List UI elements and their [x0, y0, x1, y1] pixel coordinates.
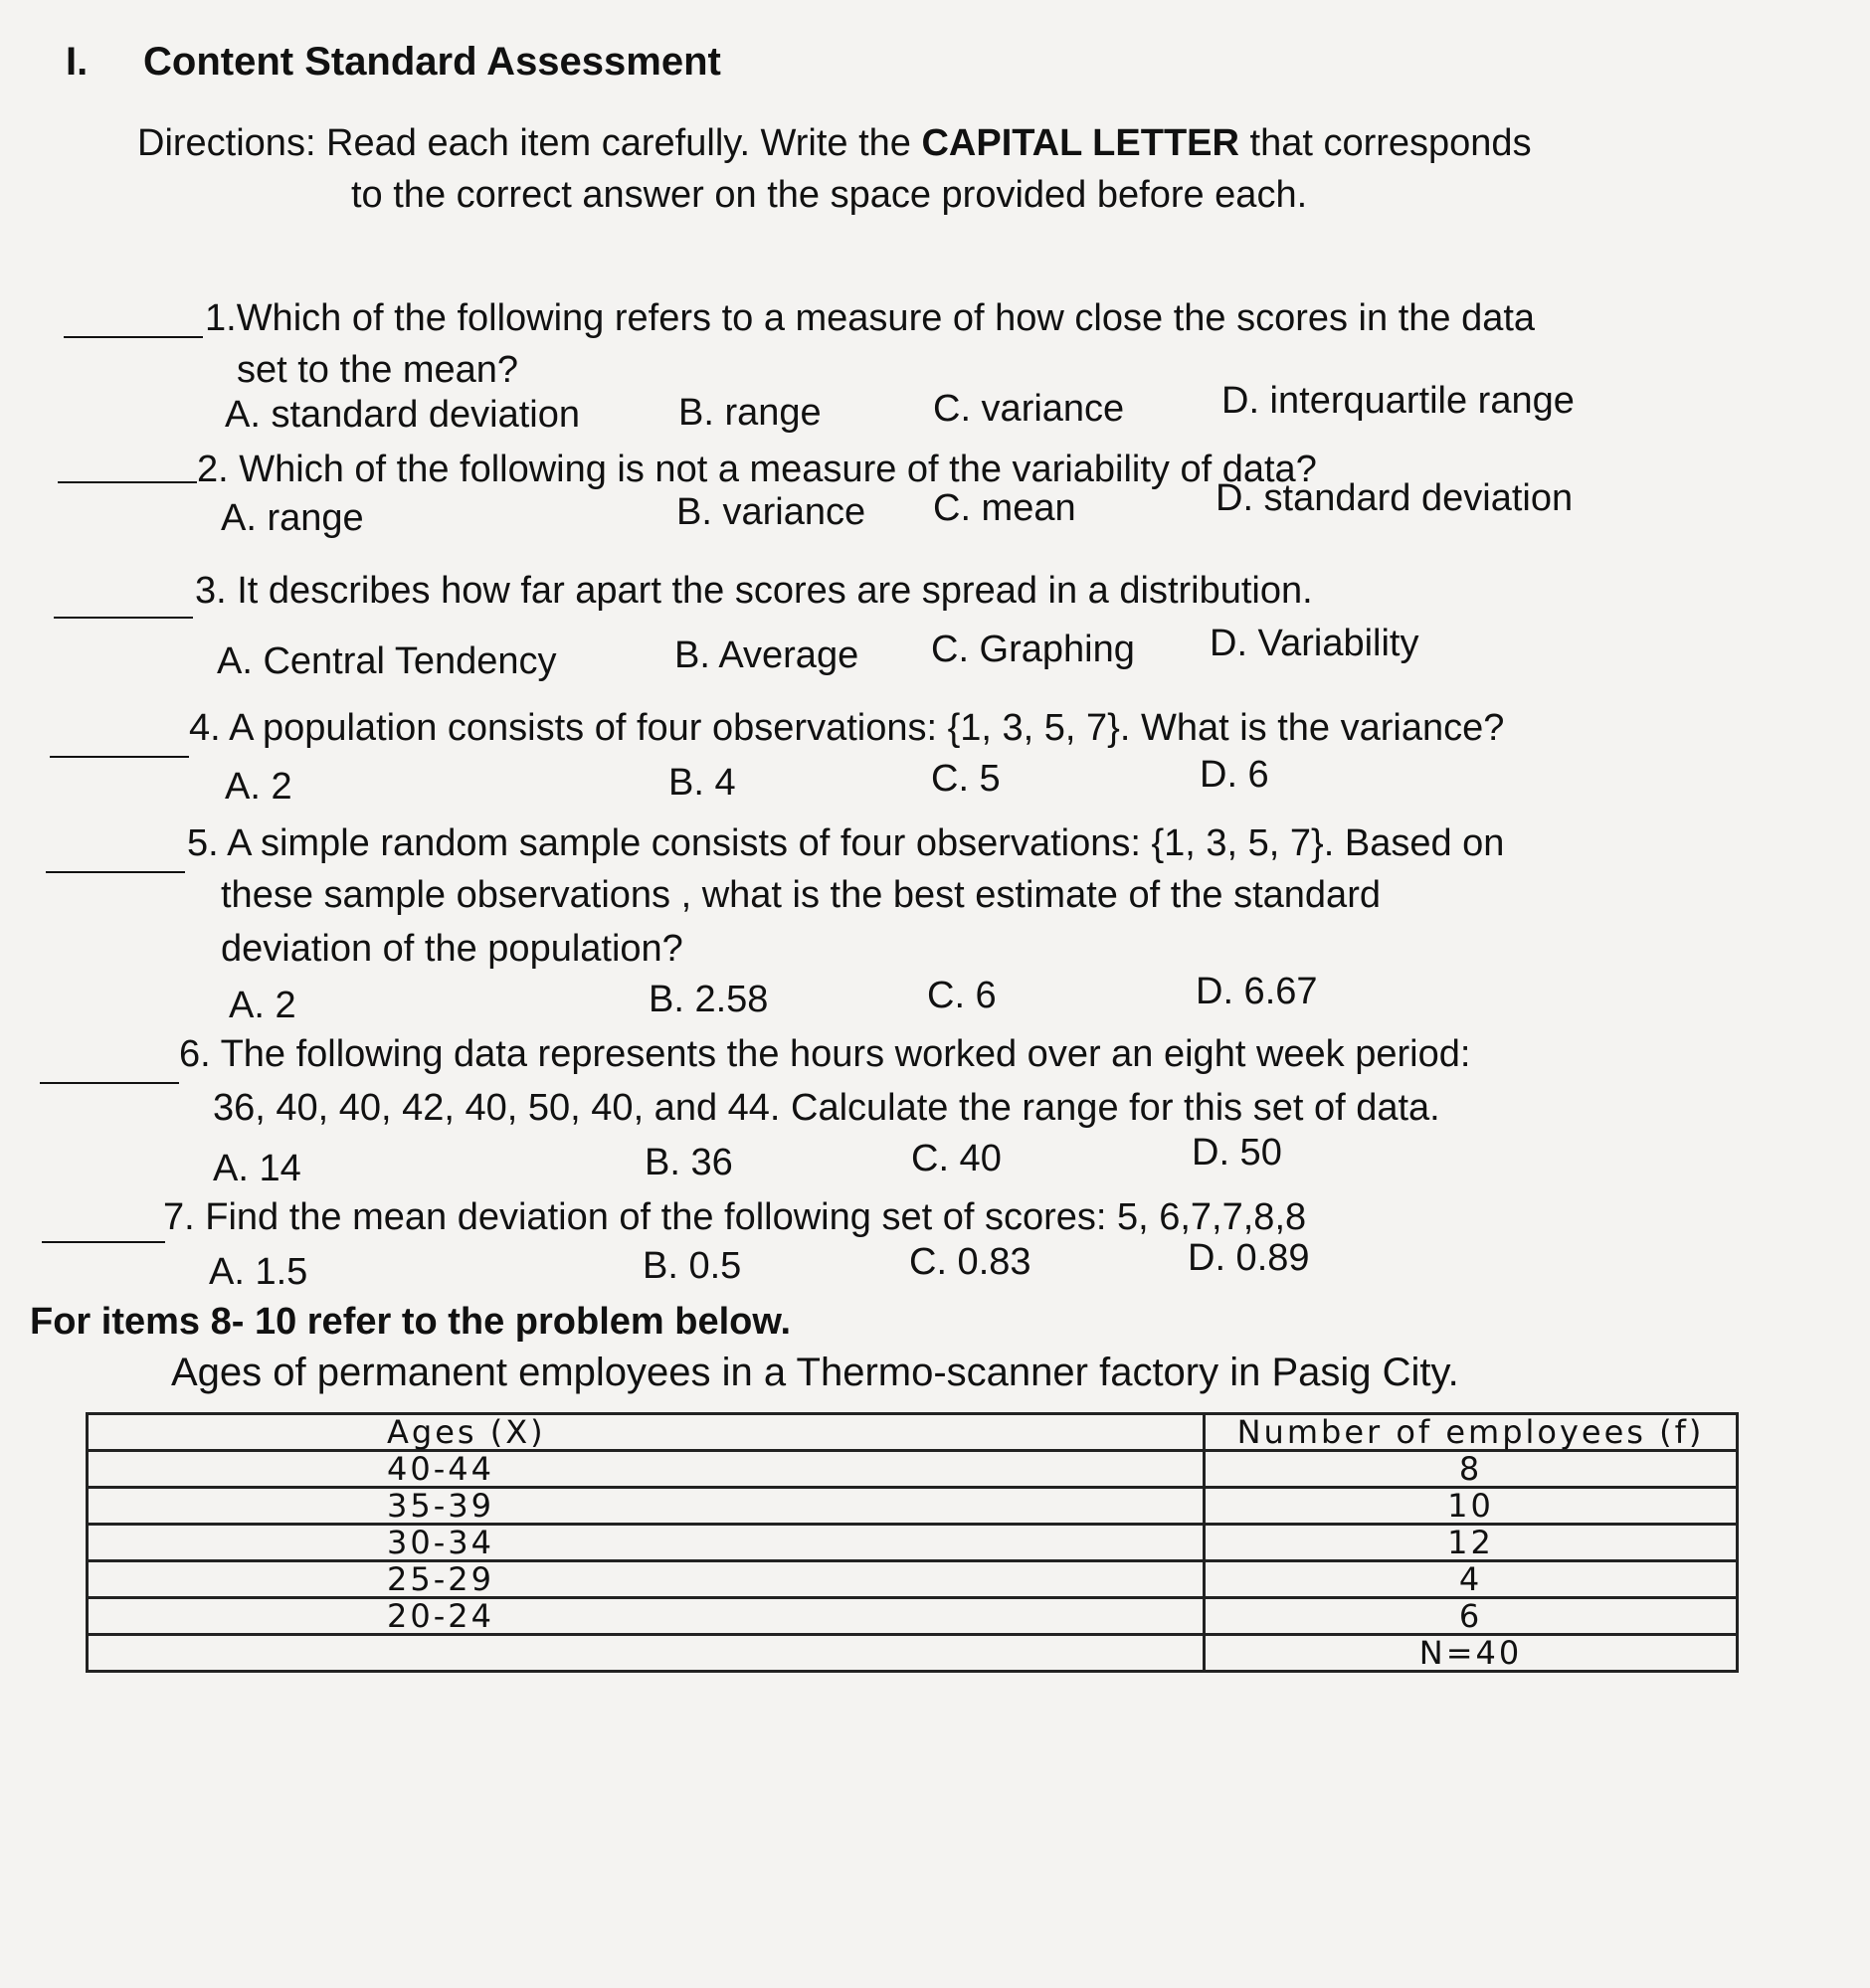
frequency-cell: 6	[1205, 1598, 1738, 1635]
question-6-text-cont: 36, 40, 40, 42, 40, 50, 40, and 44. Calculate the range for this set of data.	[213, 1087, 1440, 1129]
age-cell-empty	[88, 1635, 1205, 1672]
section-number: I.	[66, 40, 89, 84]
frequency-cell: 12	[1205, 1525, 1738, 1561]
answer-blank-4[interactable]	[50, 756, 189, 758]
question-1-option-c: C. variance	[933, 388, 1125, 430]
question-1-text-cont: set to the mean?	[237, 349, 519, 391]
age-cell: 25-29	[88, 1561, 1205, 1598]
question-4-option-d: D. 6	[1200, 754, 1269, 796]
question-2-option-a: A. range	[221, 497, 364, 539]
question-7-text: 7. Find the mean deviation of the following set of scores: 5, 6,7,7,8,8	[163, 1196, 1307, 1238]
question-2-option-d: D. standard deviation	[1216, 477, 1574, 519]
table-row	[88, 1561, 1738, 1598]
age-cell: 40-44	[88, 1451, 1205, 1488]
answer-blank-7[interactable]	[42, 1241, 165, 1243]
question-4-option-a: A. 2	[225, 766, 292, 808]
question-6-option-c: C. 40	[911, 1138, 1002, 1179]
question-2-option-b: B. variance	[676, 491, 866, 533]
question-6-option-b: B. 36	[645, 1142, 733, 1183]
directions-prefix: Directions: Read each item carefully. Write the	[137, 122, 922, 164]
answer-blank-2[interactable]	[58, 481, 197, 483]
question-4-option-c: C. 5	[931, 758, 1001, 800]
question-5-text-cont: these sample observations , what is the best estimate of the standard	[221, 874, 1381, 916]
directions	[137, 117, 1729, 221]
question-6-option-d: D. 50	[1192, 1132, 1282, 1174]
table-row	[88, 1451, 1738, 1488]
question-7-option-b: B. 0.5	[643, 1245, 742, 1287]
question-4-text: 4. A population consists of four observations: {1, 3, 5, 7}. What is the variance?	[189, 707, 1505, 749]
table-row	[88, 1488, 1738, 1525]
question-6-text: 6. The following data represents the hours worked over an eight week period:	[179, 1033, 1471, 1075]
question-2-text: 2. Which of the following is not a measure of the variability of data?	[197, 449, 1317, 490]
section-heading	[66, 40, 721, 85]
question-1-option-d: D. interquartile range	[1221, 380, 1575, 422]
question-4-option-b: B. 4	[668, 762, 736, 804]
directions-line2: to the correct answer on the space provided before each.	[351, 174, 1308, 216]
age-cell: 35-39	[88, 1488, 1205, 1525]
directions-suffix: that corresponds	[1238, 122, 1532, 164]
question-1-text: 1.Which of the following refers to a measure of how close the scores in the data	[205, 297, 1536, 339]
refer-note: For items 8- 10 refer to the problem below.	[30, 1301, 792, 1343]
section-title: Content Standard Assessment	[143, 40, 721, 84]
question-3-text: 3. It describes how far apart the scores are spread in a distribution.	[195, 570, 1313, 612]
answer-blank-3[interactable]	[54, 617, 193, 619]
question-3-option-c: C. Graphing	[931, 629, 1135, 670]
question-7-option-a: A. 1.5	[209, 1251, 308, 1293]
table-caption: Ages of permanent employees in a Thermo-scanner factory in Pasig City.	[171, 1351, 1459, 1394]
header-frequency: Number of employees (f)	[1205, 1414, 1738, 1451]
header-ages: Ages (X)	[88, 1414, 1205, 1451]
directions-emphasis: CAPITAL LETTER	[921, 122, 1239, 164]
question-6-option-a: A. 14	[213, 1148, 301, 1189]
frequency-table	[86, 1412, 1739, 1673]
total-cell: N=40	[1205, 1635, 1738, 1672]
question-7-option-d: D. 0.89	[1188, 1237, 1310, 1279]
frequency-cell: 4	[1205, 1561, 1738, 1598]
question-5-option-b: B. 2.58	[649, 979, 769, 1020]
question-1-option-a: A. standard deviation	[225, 394, 581, 436]
question-5-option-d: D. 6.67	[1196, 971, 1318, 1012]
frequency-cell: 10	[1205, 1488, 1738, 1525]
question-3-option-b: B. Average	[674, 634, 859, 676]
question-5-text-cont2: deviation of the population?	[221, 928, 683, 970]
question-3-option-d: D. Variability	[1210, 623, 1419, 664]
answer-blank-6[interactable]	[40, 1082, 179, 1084]
question-3-option-a: A. Central Tendency	[217, 640, 557, 682]
question-7-option-c: C. 0.83	[909, 1241, 1031, 1283]
age-cell: 30-34	[88, 1525, 1205, 1561]
question-5-option-a: A. 2	[229, 985, 296, 1026]
answer-blank-5[interactable]	[46, 871, 185, 873]
table-row	[88, 1525, 1738, 1561]
question-1-option-b: B. range	[678, 392, 822, 434]
table-total-row	[88, 1635, 1738, 1672]
age-cell: 20-24	[88, 1598, 1205, 1635]
table-header-row	[88, 1414, 1738, 1451]
question-2-option-c: C. mean	[933, 487, 1076, 529]
table-row	[88, 1598, 1738, 1635]
answer-blank-1[interactable]	[64, 336, 203, 338]
question-5-option-c: C. 6	[927, 975, 997, 1016]
question-5-text: 5. A simple random sample consists of four observations: {1, 3, 5, 7}. Based on	[187, 822, 1505, 864]
frequency-cell: 8	[1205, 1451, 1738, 1488]
